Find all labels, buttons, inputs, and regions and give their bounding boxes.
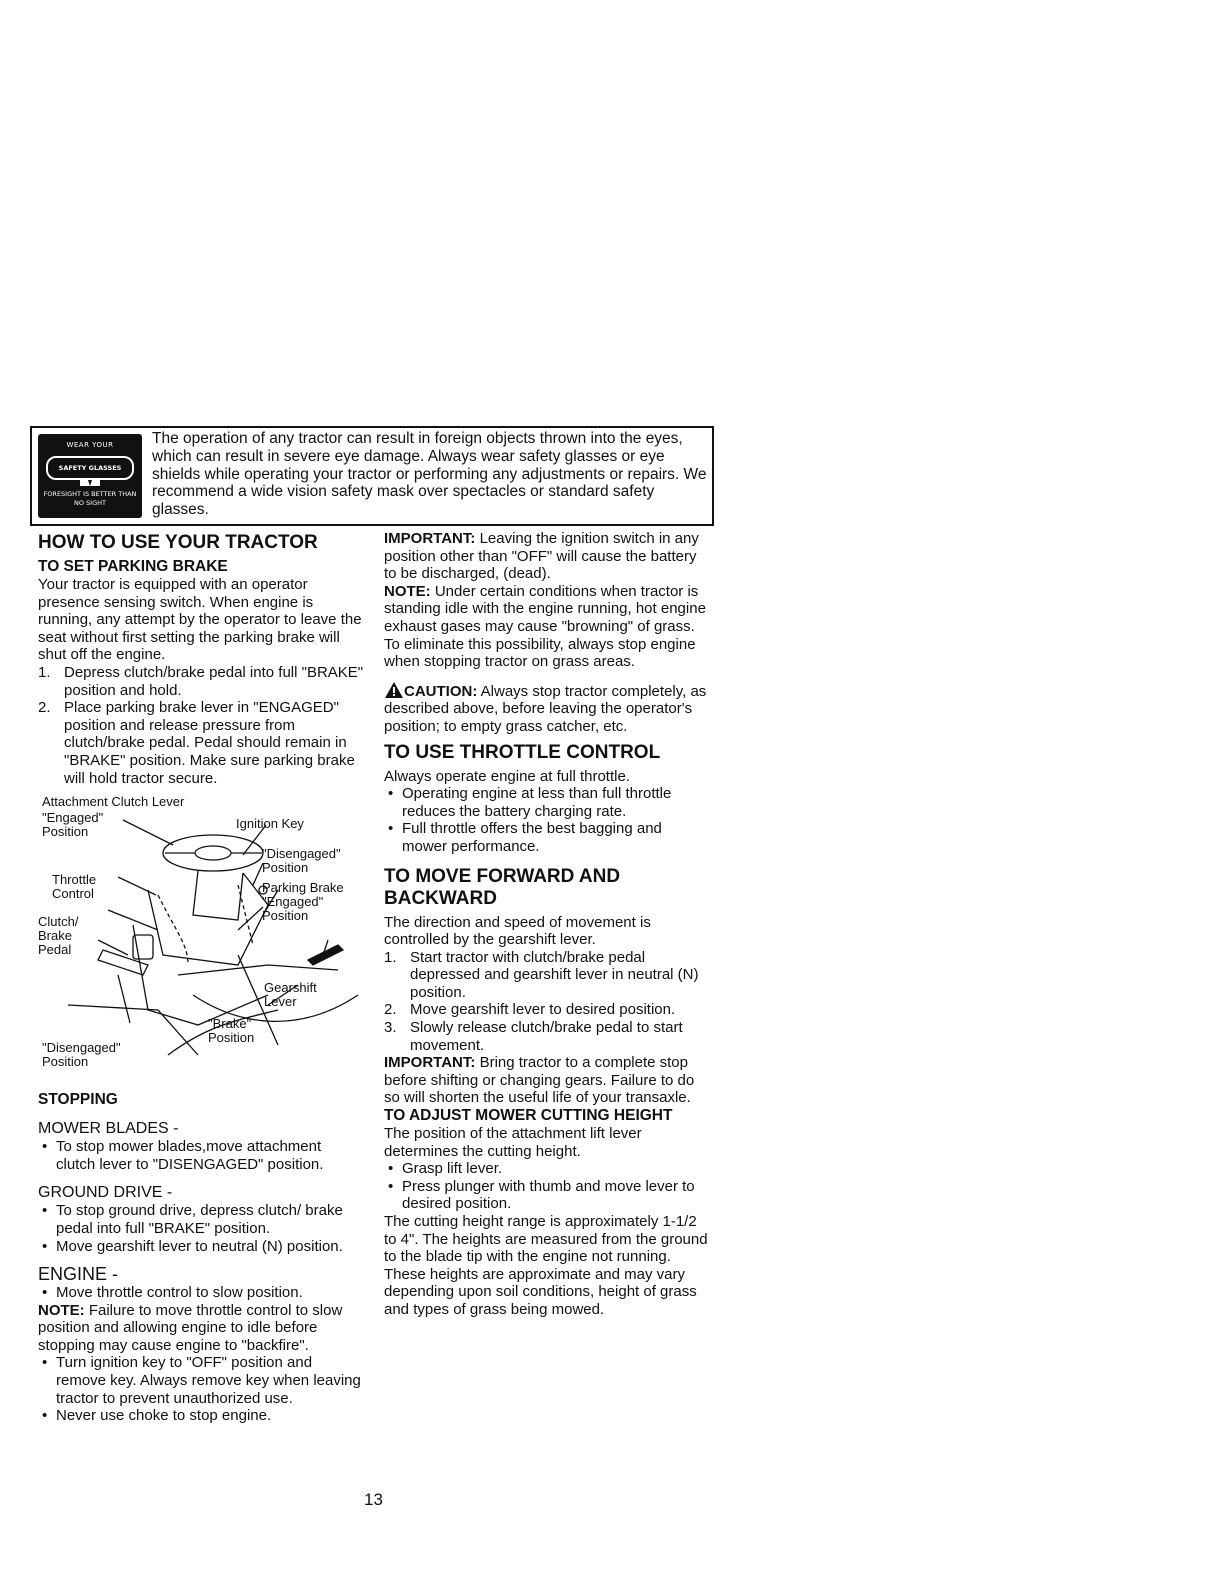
badge-line3: FORESIGHT IS BETTER THAN NO SIGHT bbox=[43, 490, 137, 507]
important-transaxle: IMPORTANT: Bring tractor to a complete stop before shifting or changing gears. Failure to do so will shorten the useful life of your transaxle. bbox=[384, 1054, 695, 1107]
left-column bbox=[38, 532, 364, 1425]
safety-glasses-badge bbox=[38, 434, 142, 518]
engine-note: NOTE: Failure to move throttle control to slow position and allowing engine to idle before stopping may cause engine to "backfire". bbox=[38, 1301, 343, 1354]
throttle-intro: Always operate engine at full throttle. bbox=[384, 767, 630, 785]
parking-brake-engaged-label: Parking Brake "Engaged" Position bbox=[262, 880, 344, 924]
caution-label: CAUTION: bbox=[404, 682, 478, 700]
move-steps bbox=[384, 949, 710, 1055]
list-item: 1. Depress clutch/brake pedal into full "BRAKE" position and hold. bbox=[38, 663, 364, 699]
badge-line1: WEAR YOUR bbox=[66, 441, 114, 449]
glasses-icon bbox=[78, 476, 102, 490]
cutting-height-heading: TO ADJUST MOWER CUTTING HEIGHT bbox=[384, 1107, 673, 1125]
list-item: • Move gearshift lever to neutral (N) position. bbox=[42, 1237, 343, 1255]
move-intro: The direction and speed of movement is controlled by the gearshift lever. bbox=[384, 913, 651, 949]
badge-line2: SAFETY GLASSES bbox=[46, 456, 134, 480]
throttle-list bbox=[384, 785, 710, 855]
throttle-heading: TO USE THROTTLE CONTROL bbox=[384, 741, 661, 763]
note-label: NOTE: bbox=[384, 582, 431, 600]
note-exhaust: NOTE: Under certain conditions when tractor is standing idle with the engine running, hot engine exhaust gases may cause "browning" of grass. To eliminate this possibility, always stop engine when stopping tractor on grass areas. bbox=[384, 582, 706, 671]
note-label: NOTE: bbox=[38, 1301, 85, 1319]
attachment-clutch-lever-label: Attachment Clutch Lever bbox=[42, 794, 185, 810]
list-item: • Full throttle offers the best bagging and mower performance. bbox=[388, 820, 662, 855]
ground-drive-list bbox=[38, 1202, 364, 1255]
tractor-controls-diagram bbox=[38, 795, 378, 1085]
important-label: IMPORTANT: bbox=[384, 1054, 476, 1072]
throttle-control-label: Throttle Control bbox=[52, 872, 97, 902]
banner-text: The operation of any tractor can result in foreign objects thrown into the eyes, which can result in severe eye damage. Always wear safety glasses or eye shields while operating your tractor or performing any adjustments or repairs. We recommend a wide vision safety mask over spectacles or standard safety glasses. bbox=[152, 430, 707, 519]
list-item: 1. Start tractor with clutch/brake pedal depressed and gearshift lever in neutral (N) position. bbox=[384, 948, 699, 1001]
list-item: • Move throttle control to slow position. bbox=[42, 1284, 303, 1302]
disengaged-pedal-position-label: "Disengaged" Position bbox=[42, 1040, 121, 1070]
disengaged-position-label: "Disengaged" Position bbox=[262, 846, 341, 876]
cutting-height-intro: The position of the attachment lift lever determines the cutting height. bbox=[384, 1125, 642, 1160]
engine-list-2 bbox=[38, 1354, 364, 1424]
mower-blades-list bbox=[38, 1138, 364, 1173]
important-label: IMPORTANT: bbox=[384, 530, 476, 547]
brake-position-label: "Brake" Position bbox=[208, 1016, 255, 1046]
list-item: 2. Place parking brake lever in "ENGAGED" position and release pressure from clutch/brake pedal. Pedal should remain in "BRAKE" position. Make sure parking brake will hold tractor secure. bbox=[38, 699, 355, 787]
parking-brake-heading: TO SET PARKING BRAKE bbox=[38, 558, 228, 575]
list-item: • Turn ignition key to "OFF" position and remove key. Always remove key when leaving tractor to prevent unauthorized use. bbox=[42, 1354, 361, 1407]
list-item: • Operating engine at less than full throttle reduces the battery charging rate. bbox=[388, 785, 672, 820]
safety-glasses-warning bbox=[30, 426, 714, 526]
page-number: 13 bbox=[364, 1490, 383, 1509]
list-item: • To stop ground drive, depress clutch/ brake pedal into full "BRAKE" position. bbox=[42, 1202, 343, 1237]
caution-paragraph: CAUTION: Always stop tractor completely, as described above, before leaving the operator's position; to empty grass catcher, etc. bbox=[384, 682, 707, 735]
warning-triangle-icon bbox=[384, 681, 404, 699]
list-item: • Grasp lift lever. bbox=[388, 1160, 503, 1178]
list-item: • Never use choke to stop engine. bbox=[42, 1407, 272, 1425]
page-title: HOW TO USE YOUR TRACTOR bbox=[38, 532, 318, 553]
parking-intro: Your tractor is equipped with an operator presence sensing switch. When engine is running, any attempt by the operator to leave the seat without first setting the parking brake will shut off the engine. bbox=[38, 576, 362, 664]
list-item: • To stop mower blades,move attachment clutch lever to "DISENGAGED" position. bbox=[42, 1138, 324, 1173]
list-item: • Press plunger with thumb and move lever to desired position. bbox=[388, 1177, 695, 1213]
engaged-position-label: "Engaged" Position bbox=[42, 810, 104, 840]
parking-steps bbox=[38, 664, 364, 787]
engine-heading: ENGINE - bbox=[38, 1264, 119, 1285]
clutch-brake-pedal-label: Clutch/ Brake Pedal bbox=[38, 914, 79, 958]
stopping-heading: STOPPING bbox=[38, 1091, 118, 1109]
list-item: 2. Move gearshift lever to desired position. bbox=[384, 1001, 676, 1019]
cutting-height-list bbox=[384, 1160, 710, 1213]
move-heading: TO MOVE FORWARD AND BACKWARD bbox=[384, 865, 621, 909]
engine-list-1 bbox=[38, 1284, 364, 1302]
mower-blades-heading: MOWER BLADES - bbox=[38, 1120, 179, 1138]
important-ignition: IMPORTANT: Leaving the ignition switch in any position other than "OFF" will cause the battery to be discharged, (dead). bbox=[384, 530, 699, 583]
right-column bbox=[384, 530, 710, 1319]
ignition-key-label: Ignition Key bbox=[236, 816, 304, 832]
list-item: 3. Slowly release clutch/brake pedal to start movement. bbox=[384, 1019, 683, 1054]
ground-drive-heading: GROUND DRIVE - bbox=[38, 1184, 173, 1202]
gearshift-lever-label: Gearshift Lever bbox=[264, 980, 317, 1010]
cutting-height-outro: The cutting height range is approximately 1-1/2 to 4". The heights are measured from the ground to the blade tip with the engine not running. These heights are approximate and may vary depending upon soil conditions, height of grass and types of grass being mowed. bbox=[384, 1213, 708, 1318]
